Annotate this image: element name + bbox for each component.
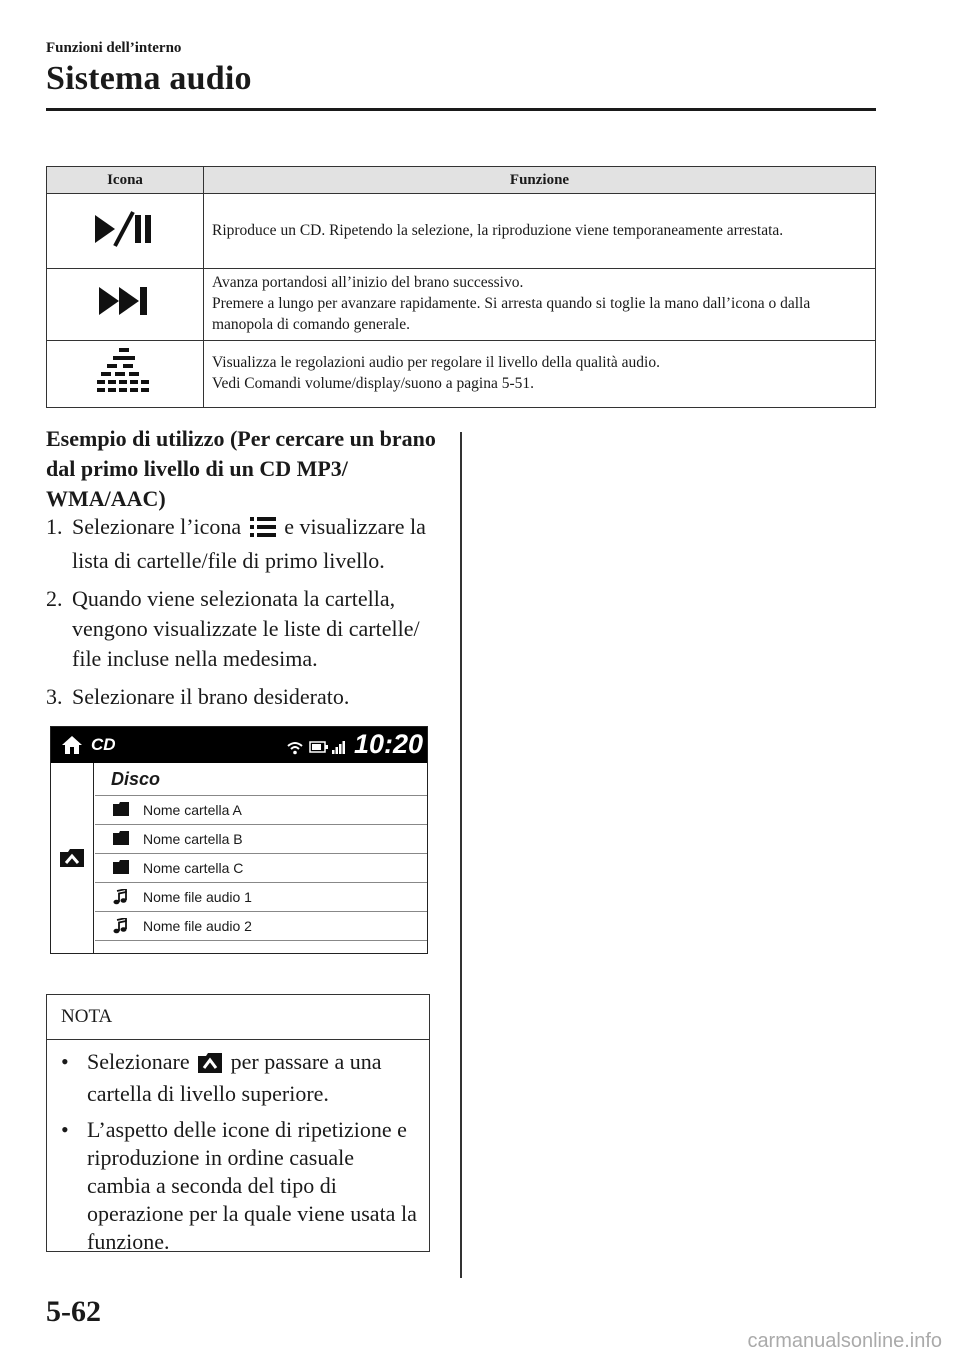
- folder-icon: [113, 860, 129, 874]
- cd-screen-illustration: [50, 726, 428, 954]
- column-header-function: Funzione: [204, 167, 876, 194]
- icon-cell: [47, 340, 204, 407]
- page-number: 5-62: [46, 1295, 101, 1328]
- step-number: 2.: [46, 586, 63, 611]
- table-row: [47, 340, 876, 407]
- home-icon[interactable]: [61, 735, 83, 755]
- section-label: Funzioni dell’interno: [46, 40, 182, 56]
- wifi-icon: [287, 741, 303, 755]
- list-item-label: Nome cartella C: [143, 860, 244, 876]
- screen-source-label: CD: [91, 735, 116, 754]
- list-icon: [250, 516, 276, 546]
- note-text: L’aspetto delle icone di ripetizione e riproduzione in ordine casuale cambia a seconda del tipo di operazione per la quale viene usata la funzione.: [87, 1117, 417, 1254]
- step-text: e visualizzare la lista di cartelle/file di primo livello.: [72, 514, 426, 573]
- note-item: [61, 1048, 417, 1108]
- note-text: per passare a una cartella di livello superiore.: [87, 1049, 382, 1106]
- list-item[interactable]: [95, 796, 427, 825]
- table-row: [47, 269, 876, 341]
- icon-cell: [47, 194, 204, 269]
- list-item[interactable]: [95, 912, 427, 941]
- table-row: [47, 194, 876, 269]
- function-text-line: Vedi Comandi volume/display/suono a pagina 5-51.: [212, 374, 535, 392]
- note-text: Selezionare: [87, 1049, 190, 1074]
- icon-function-table: [46, 166, 876, 408]
- note-items: [47, 1040, 429, 1256]
- screen-clock: 10:20: [353, 729, 423, 759]
- screen-sidebar: [51, 763, 94, 953]
- step-item: [46, 512, 446, 576]
- folder-icon: [113, 802, 129, 816]
- list-item-label: Nome file audio 1: [143, 889, 252, 905]
- sound-settings-icon: [97, 346, 153, 394]
- list-item-label: Nome cartella A: [143, 802, 242, 818]
- page-title: Sistema audio: [46, 60, 252, 97]
- bullet: •: [61, 1049, 69, 1074]
- music-note-icon: [113, 889, 127, 905]
- step-text: Quando viene selezionata la cartella, vengono visualizzate le liste di cartelle/ file incluse nella medesima.: [72, 586, 420, 671]
- watermark: carmanualsonline.info: [747, 1330, 942, 1352]
- function-text: [204, 269, 876, 341]
- function-text-line: Avanza portandosi all’inizio del brano successivo.: [212, 274, 524, 291]
- step-item: [46, 682, 446, 712]
- music-note-icon: [113, 918, 127, 934]
- list-item[interactable]: [95, 825, 427, 854]
- note-box: [46, 994, 430, 1252]
- step-text: Selezionare il brano desiderato.: [72, 684, 350, 709]
- column-header-icon: Icona: [47, 167, 204, 194]
- title-rule: [46, 108, 876, 111]
- battery-icon: [309, 741, 329, 753]
- step-text: Selezionare l’icona: [72, 514, 242, 539]
- list-title: Disco: [95, 763, 427, 796]
- step-number: 1.: [46, 514, 63, 539]
- example-heading: Esempio di utilizzo (Per cercare un brano dal primo livello di un CD MP3/ WMA/AAC): [46, 426, 436, 511]
- list-item[interactable]: [95, 854, 427, 883]
- list-item[interactable]: [95, 883, 427, 912]
- column-divider: [460, 432, 462, 1278]
- folder-icon: [113, 831, 129, 845]
- step-number: 3.: [46, 684, 63, 709]
- signal-icon: [332, 740, 348, 754]
- folder-up-icon: [198, 1052, 222, 1080]
- folder-file-list: [95, 763, 427, 941]
- skip-forward-icon: [95, 281, 155, 321]
- list-item-label: Nome file audio 2: [143, 918, 252, 934]
- bullet: •: [61, 1117, 69, 1142]
- list-item-label: Nome cartella B: [143, 831, 243, 847]
- note-item: [61, 1116, 417, 1256]
- function-text: [204, 340, 876, 407]
- note-title: NOTA: [47, 995, 429, 1040]
- play-pause-icon: [93, 206, 157, 250]
- step-item: [46, 584, 446, 674]
- icon-cell: [47, 269, 204, 341]
- function-text-line: Premere a lungo per avanzare rapidamente. Si arresta quando si toglie la mano dall’icona o dalla manopola di comando generale.: [212, 294, 811, 333]
- function-text: Riproduce un CD. Ripetendo la selezione, la riproduzione viene temporaneamente arrestata.: [204, 194, 876, 269]
- screen-status-bar: [51, 727, 427, 763]
- function-text-line: Visualizza le regolazioni audio per regolare il livello della qualità audio.: [212, 353, 660, 371]
- folder-up-icon[interactable]: [60, 849, 84, 867]
- steps-list: [46, 512, 446, 720]
